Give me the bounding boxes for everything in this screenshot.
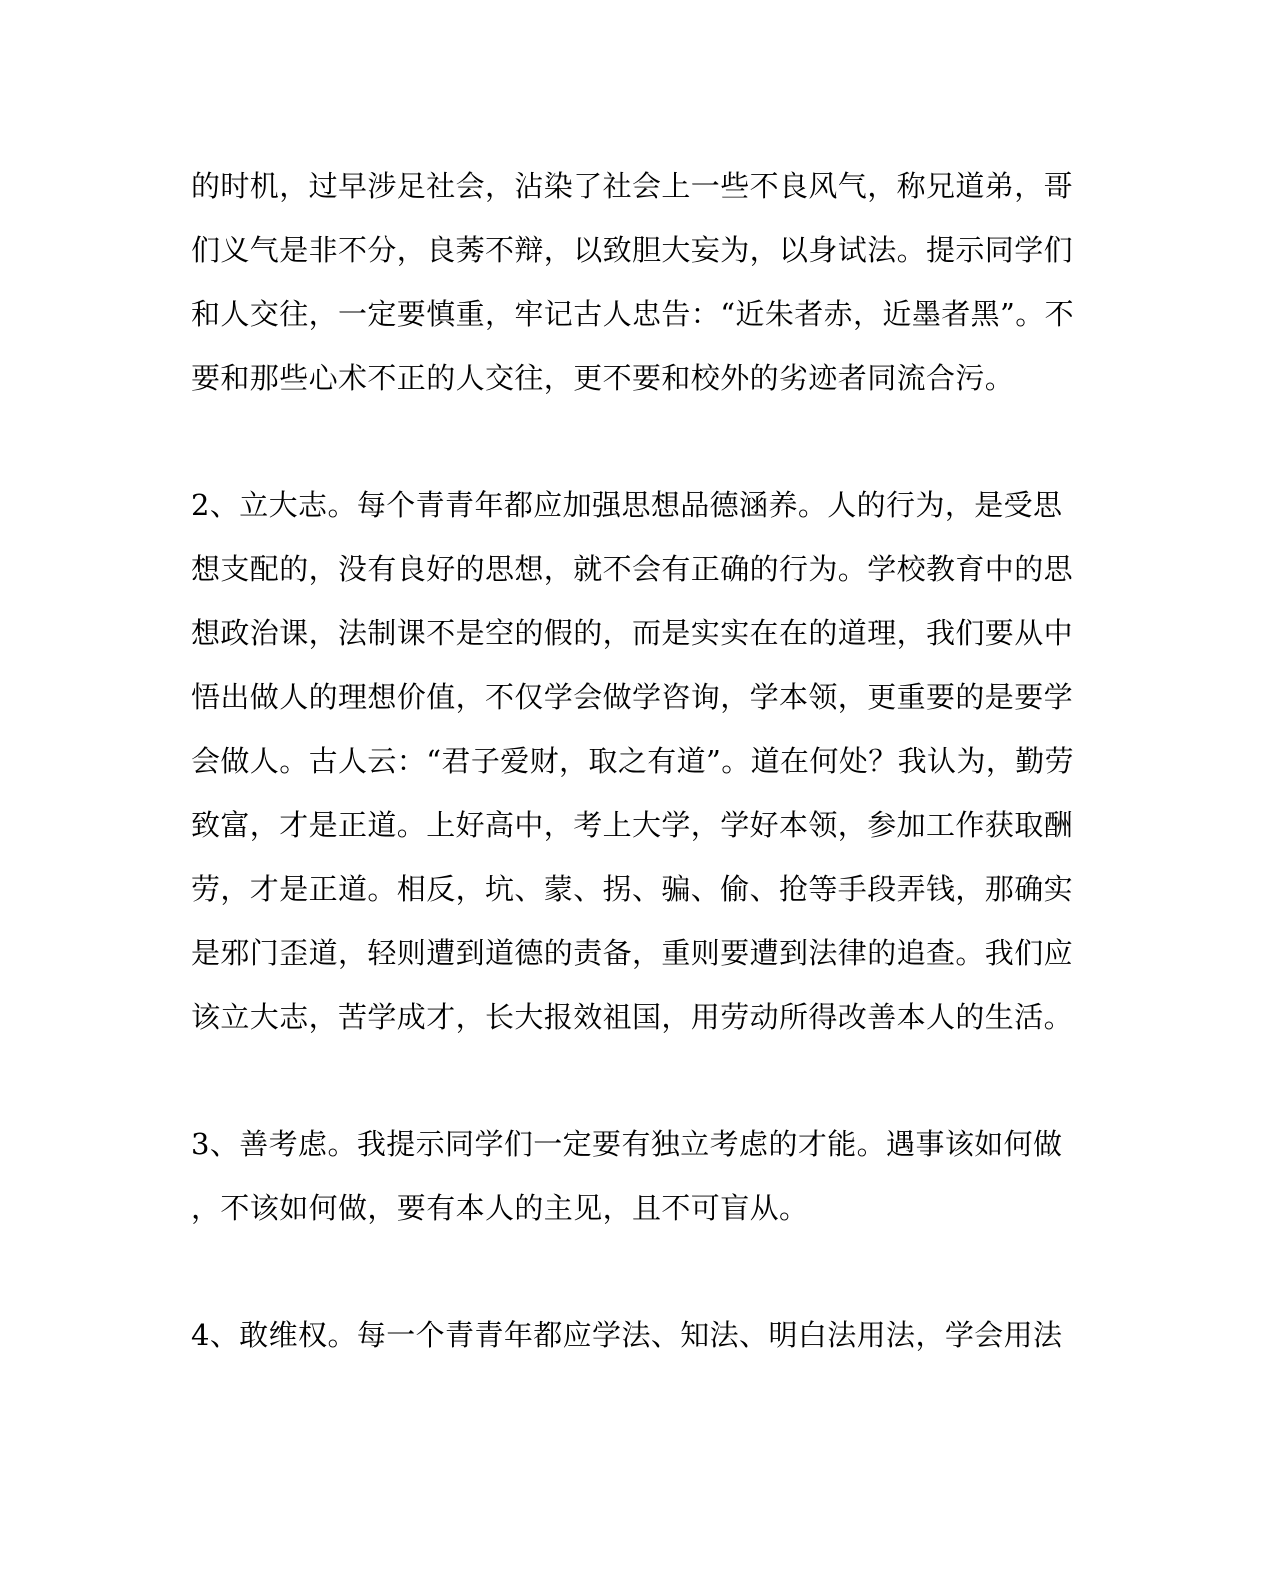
text-line: ，不该如何做，要有本人的主见，且不可盲从。 [191, 1191, 809, 1225]
text-line: 4、敢维权。每一个青青年都应学法、知法、明白法用法，学会用法 [191, 1318, 1063, 1352]
text-line: 会做人。古人云：“君子爱财，取之有道”。道在何处？我认为，勤劳 [191, 744, 1075, 778]
text-line: 们义气是非不分，良莠不辩，以致胆大妄为，以身试法。提示同学们 [191, 233, 1074, 267]
text-line: 劳，才是正道。相反，坑、蒙、拐、骗、偷、抢等手段弄钱，那确实 [191, 872, 1074, 906]
text-line: 2、立大志。每个青青年都应加强思想品德涵养。人的行为，是受思 [191, 488, 1063, 522]
text-line: 和人交往，一定要慎重，牢记古人忠告：“近朱者赤，近墨者黑”。不 [191, 297, 1075, 331]
text-line: 是邪门歪道，轻则遭到道德的责备，重则要遭到法律的追查。我们应 [191, 936, 1074, 970]
text-line: 想政治课，法制课不是空的假的，而是实实在在的道理，我们要从中 [191, 616, 1074, 650]
text-line: 要和那些心术不正的人交往，更不要和校外的劣迹者同流合污。 [191, 361, 1015, 395]
text-line: 悟出做人的理想价值，不仅学会做学咨询，学本领，更重要的是要学 [191, 680, 1074, 714]
text-line: 的时机，过早涉足社会，沾染了社会上一些不良风气，称兄道弟，哥 [191, 169, 1074, 203]
text-line: 致富，才是正道。上好高中，考上大学，学好本领，参加工作获取酬 [191, 808, 1074, 842]
text-line: 想支配的，没有良好的思想，就不会有正确的行为。学校教育中的思 [191, 552, 1074, 586]
text-line: 3、善考虑。我提示同学们一定要有独立考虑的才能。遇事该如何做 [191, 1127, 1063, 1161]
text-line: 该立大志，苦学成才，长大报效祖国，用劳动所得改善本人的生活。 [191, 1000, 1074, 1034]
